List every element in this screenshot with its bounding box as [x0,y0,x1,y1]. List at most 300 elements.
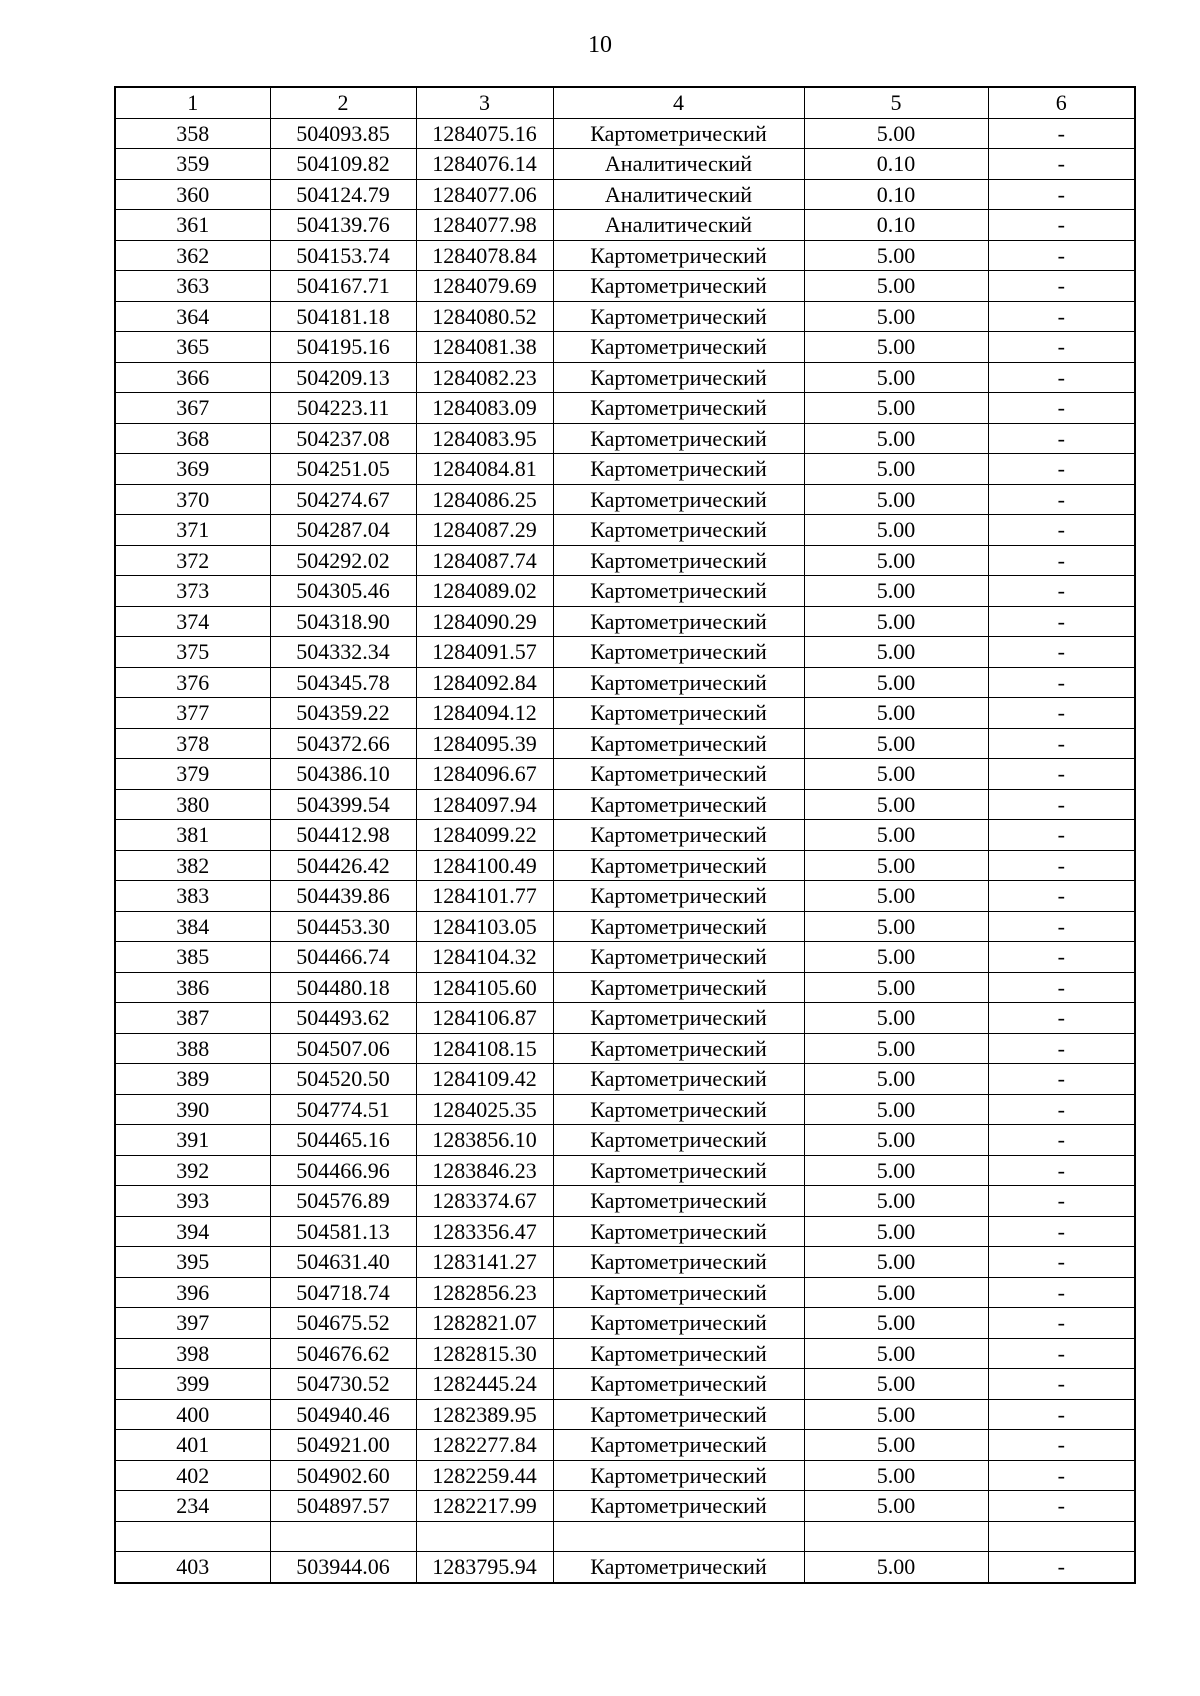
y-coordinate-cell: 1284101.77 [416,881,553,912]
x-coordinate-cell: 504109.82 [270,149,416,180]
point-number-cell: 388 [115,1033,270,1064]
accuracy-cell: 5.00 [804,545,988,576]
point-number-cell: 389 [115,1064,270,1095]
y-coordinate-cell: 1284082.23 [416,362,553,393]
x-coordinate-cell: 504139.76 [270,210,416,241]
y-coordinate-cell: 1282815.30 [416,1338,553,1369]
method-cell: Картометрический [553,1003,804,1034]
x-coordinate-cell: 504730.52 [270,1369,416,1400]
table-row [115,1308,1135,1339]
method-cell: Картометрический [553,1430,804,1461]
accuracy-cell: 0.10 [804,210,988,241]
method-cell: Картометрический [553,881,804,912]
method-cell: Картометрический [553,393,804,424]
note-cell: - [988,667,1135,698]
accuracy-cell: 5.00 [804,1338,988,1369]
note-cell: - [988,972,1135,1003]
accuracy-cell: 5.00 [804,1369,988,1400]
accuracy-cell: 5.00 [804,1491,988,1522]
point-number-cell: 391 [115,1125,270,1156]
y-coordinate-cell: 1284077.98 [416,210,553,241]
method-cell: Картометрический [553,1125,804,1156]
point-number-cell: 360 [115,179,270,210]
table-row [115,1491,1135,1522]
accuracy-cell: 5.00 [804,393,988,424]
note-cell: - [988,1369,1135,1400]
x-coordinate-cell: 504466.96 [270,1155,416,1186]
note-cell: - [988,1460,1135,1491]
y-coordinate-cell: 1284087.74 [416,545,553,576]
method-cell: Картометрический [553,759,804,790]
table-row [115,942,1135,973]
note-cell: - [988,1094,1135,1125]
point-number-cell: 365 [115,332,270,363]
accuracy-cell: 5.00 [804,1186,988,1217]
point-number-cell: 402 [115,1460,270,1491]
point-number-cell: 366 [115,362,270,393]
method-cell: Картометрический [553,576,804,607]
accuracy-cell: 5.00 [804,728,988,759]
accuracy-cell: 5.00 [804,1399,988,1430]
accuracy-cell: 5.00 [804,1552,988,1583]
y-coordinate-cell: 1283141.27 [416,1247,553,1278]
note-cell: - [988,1155,1135,1186]
table-row [115,1033,1135,1064]
note-cell: - [988,179,1135,210]
y-coordinate-cell: 1282259.44 [416,1460,553,1491]
table-header-row [115,87,1135,118]
table-row [115,1430,1135,1461]
point-number-cell: 381 [115,820,270,851]
accuracy-cell: 5.00 [804,1125,988,1156]
point-number-cell: 395 [115,1247,270,1278]
x-coordinate-cell: 504412.98 [270,820,416,851]
note-cell: - [988,301,1135,332]
point-number-cell: 398 [115,1338,270,1369]
x-coordinate-cell: 504237.08 [270,423,416,454]
point-number-cell: 382 [115,850,270,881]
table-row [115,820,1135,851]
x-coordinate-cell: 504181.18 [270,301,416,332]
method-cell: Картометрический [553,1399,804,1430]
accuracy-cell: 5.00 [804,484,988,515]
x-coordinate-cell: 504675.52 [270,1308,416,1339]
column-header: 1 [115,87,270,118]
point-number-cell: 369 [115,454,270,485]
x-coordinate-cell: 504465.16 [270,1125,416,1156]
method-cell: Картометрический [553,1338,804,1369]
note-cell: - [988,728,1135,759]
method-cell: Картометрический [553,271,804,302]
accuracy-cell: 5.00 [804,789,988,820]
accuracy-cell: 5.00 [804,271,988,302]
table-row [115,271,1135,302]
x-coordinate-cell: 503944.06 [270,1552,416,1583]
y-coordinate-cell: 1284100.49 [416,850,553,881]
method-cell: Картометрический [553,972,804,1003]
table-row [115,850,1135,881]
x-coordinate-cell: 504466.74 [270,942,416,973]
table-row [115,1186,1135,1217]
table-row [115,1460,1135,1491]
x-coordinate-cell: 504386.10 [270,759,416,790]
note-cell: - [988,1247,1135,1278]
accuracy-cell: 5.00 [804,820,988,851]
note-cell: - [988,362,1135,393]
x-coordinate-cell: 504292.02 [270,545,416,576]
note-cell: - [988,1064,1135,1095]
point-number-cell: 375 [115,637,270,668]
method-cell: Картометрический [553,1247,804,1278]
point-number-cell: 367 [115,393,270,424]
note-cell: - [988,789,1135,820]
point-number-cell: 396 [115,1277,270,1308]
method-cell: Картометрический [553,1155,804,1186]
point-number-cell: 373 [115,576,270,607]
table-row [115,1125,1135,1156]
x-coordinate-cell: 504251.05 [270,454,416,485]
table-row [115,393,1135,424]
note-cell: - [988,210,1135,241]
y-coordinate-cell: 1283374.67 [416,1186,553,1217]
y-coordinate-cell: 1284080.52 [416,301,553,332]
x-coordinate-cell: 504897.57 [270,1491,416,1522]
table-row [115,1247,1135,1278]
table-row [115,1277,1135,1308]
point-number-cell [115,1521,270,1552]
note-cell: - [988,149,1135,180]
table-row [115,789,1135,820]
note-cell: - [988,637,1135,668]
x-coordinate-cell: 504426.42 [270,850,416,881]
y-coordinate-cell: 1284076.14 [416,149,553,180]
table-row [115,149,1135,180]
method-cell: Картометрический [553,1369,804,1400]
point-number-cell: 401 [115,1430,270,1461]
table-row [115,423,1135,454]
accuracy-cell: 5.00 [804,850,988,881]
table-row [115,881,1135,912]
point-number-cell: 364 [115,301,270,332]
method-cell: Картометрический [553,240,804,271]
table-row [115,1369,1135,1400]
y-coordinate-cell: 1284087.29 [416,515,553,546]
y-coordinate-cell: 1282389.95 [416,1399,553,1430]
x-coordinate-cell: 504318.90 [270,606,416,637]
note-cell: - [988,1125,1135,1156]
method-cell: Картометрический [553,332,804,363]
point-number-cell: 392 [115,1155,270,1186]
method-cell: Картометрический [553,515,804,546]
point-number-cell: 362 [115,240,270,271]
y-coordinate-cell: 1283846.23 [416,1155,553,1186]
x-coordinate-cell: 504209.13 [270,362,416,393]
note-cell: - [988,576,1135,607]
column-header: 6 [988,87,1135,118]
x-coordinate-cell [270,1521,416,1552]
method-cell: Картометрический [553,1064,804,1095]
point-number-cell: 379 [115,759,270,790]
table-row [115,545,1135,576]
x-coordinate-cell: 504287.04 [270,515,416,546]
point-number-cell: 393 [115,1186,270,1217]
accuracy-cell: 5.00 [804,423,988,454]
x-coordinate-cell: 504223.11 [270,393,416,424]
note-cell [988,1521,1135,1552]
table-row [115,179,1135,210]
x-coordinate-cell: 504902.60 [270,1460,416,1491]
accuracy-cell [804,1521,988,1552]
table-row [115,972,1135,1003]
note-cell: - [988,881,1135,912]
y-coordinate-cell: 1284094.12 [416,698,553,729]
accuracy-cell: 5.00 [804,911,988,942]
method-cell: Картометрический [553,789,804,820]
point-number-cell: 374 [115,606,270,637]
point-number-cell: 403 [115,1552,270,1583]
x-coordinate-cell: 504124.79 [270,179,416,210]
column-header: 5 [804,87,988,118]
coordinates-table [114,86,1136,1584]
y-coordinate-cell: 1284084.81 [416,454,553,485]
table-row [115,1094,1135,1125]
point-number-cell: 400 [115,1399,270,1430]
y-coordinate-cell: 1283356.47 [416,1216,553,1247]
table-row [115,1216,1135,1247]
note-cell: - [988,545,1135,576]
column-header: 3 [416,87,553,118]
y-coordinate-cell: 1284104.32 [416,942,553,973]
note-cell: - [988,1216,1135,1247]
x-coordinate-cell: 504940.46 [270,1399,416,1430]
table-row [115,515,1135,546]
method-cell [553,1521,804,1552]
x-coordinate-cell: 504581.13 [270,1216,416,1247]
note-cell: - [988,271,1135,302]
table-body [115,118,1135,1583]
method-cell: Картометрический [553,1308,804,1339]
table-row [115,1064,1135,1095]
note-cell: - [988,820,1135,851]
point-number-cell: 371 [115,515,270,546]
y-coordinate-cell: 1284086.25 [416,484,553,515]
point-number-cell: 387 [115,1003,270,1034]
note-cell: - [988,1399,1135,1430]
y-coordinate-cell: 1284108.15 [416,1033,553,1064]
note-cell: - [988,759,1135,790]
method-cell: Картометрический [553,454,804,485]
x-coordinate-cell: 504453.30 [270,911,416,942]
column-header: 4 [553,87,804,118]
accuracy-cell: 5.00 [804,515,988,546]
x-coordinate-cell: 504359.22 [270,698,416,729]
y-coordinate-cell [416,1521,553,1552]
note-cell: - [988,942,1135,973]
x-coordinate-cell: 504439.86 [270,881,416,912]
method-cell: Картометрический [553,1186,804,1217]
accuracy-cell: 0.10 [804,179,988,210]
method-cell: Картометрический [553,1094,804,1125]
note-cell: - [988,1003,1135,1034]
accuracy-cell: 5.00 [804,698,988,729]
x-coordinate-cell: 504676.62 [270,1338,416,1369]
method-cell: Картометрический [553,1460,804,1491]
table-row [115,1399,1135,1430]
x-coordinate-cell: 504631.40 [270,1247,416,1278]
method-cell: Картометрический [553,911,804,942]
table-row [115,1552,1135,1583]
x-coordinate-cell: 504332.34 [270,637,416,668]
method-cell: Картометрический [553,362,804,393]
point-number-cell: 378 [115,728,270,759]
method-cell: Картометрический [553,698,804,729]
point-number-cell: 372 [115,545,270,576]
accuracy-cell: 5.00 [804,362,988,393]
x-coordinate-cell: 504480.18 [270,972,416,1003]
point-number-cell: 390 [115,1094,270,1125]
method-cell: Картометрический [553,637,804,668]
y-coordinate-cell: 1284095.39 [416,728,553,759]
y-coordinate-cell: 1284105.60 [416,972,553,1003]
method-cell: Картометрический [553,545,804,576]
point-number-cell: 363 [115,271,270,302]
method-cell: Картометрический [553,850,804,881]
table-row [115,759,1135,790]
method-cell: Аналитический [553,179,804,210]
y-coordinate-cell: 1284089.02 [416,576,553,607]
point-number-cell: 358 [115,118,270,149]
accuracy-cell: 5.00 [804,1308,988,1339]
point-number-cell: 376 [115,667,270,698]
y-coordinate-cell: 1282445.24 [416,1369,553,1400]
method-cell: Картометрический [553,728,804,759]
accuracy-cell: 5.00 [804,301,988,332]
accuracy-cell: 5.00 [804,942,988,973]
note-cell: - [988,1552,1135,1583]
y-coordinate-cell: 1284091.57 [416,637,553,668]
table-row [115,606,1135,637]
table-row [115,1003,1135,1034]
point-number-cell: 377 [115,698,270,729]
x-coordinate-cell: 504372.66 [270,728,416,759]
accuracy-cell: 5.00 [804,667,988,698]
method-cell: Картометрический [553,301,804,332]
y-coordinate-cell: 1283856.10 [416,1125,553,1156]
y-coordinate-cell: 1284096.67 [416,759,553,790]
accuracy-cell: 5.00 [804,1277,988,1308]
accuracy-cell: 5.00 [804,881,988,912]
point-number-cell: 380 [115,789,270,820]
accuracy-cell: 5.00 [804,759,988,790]
method-cell: Картометрический [553,667,804,698]
table-row [115,1155,1135,1186]
note-cell: - [988,484,1135,515]
y-coordinate-cell: 1284097.94 [416,789,553,820]
accuracy-cell: 5.00 [804,576,988,607]
point-number-cell: 394 [115,1216,270,1247]
note-cell: - [988,393,1135,424]
note-cell: - [988,1338,1135,1369]
x-coordinate-cell: 504774.51 [270,1094,416,1125]
table-row [115,698,1135,729]
method-cell: Картометрический [553,1552,804,1583]
point-number-cell: 385 [115,942,270,973]
method-cell: Картометрический [553,118,804,149]
accuracy-cell: 5.00 [804,1216,988,1247]
accuracy-cell: 5.00 [804,454,988,485]
accuracy-cell: 5.00 [804,118,988,149]
y-coordinate-cell: 1284078.84 [416,240,553,271]
y-coordinate-cell: 1284106.87 [416,1003,553,1034]
point-number-cell: 383 [115,881,270,912]
note-cell: - [988,911,1135,942]
x-coordinate-cell: 504345.78 [270,667,416,698]
method-cell: Картометрический [553,484,804,515]
y-coordinate-cell: 1284079.69 [416,271,553,302]
table-row [115,576,1135,607]
x-coordinate-cell: 504493.62 [270,1003,416,1034]
accuracy-cell: 5.00 [804,637,988,668]
note-cell: - [988,1308,1135,1339]
y-coordinate-cell: 1284077.06 [416,179,553,210]
y-coordinate-cell: 1282856.23 [416,1277,553,1308]
point-number-cell: 359 [115,149,270,180]
table-row [115,454,1135,485]
point-number-cell: 368 [115,423,270,454]
note-cell: - [988,454,1135,485]
y-coordinate-cell: 1282277.84 [416,1430,553,1461]
y-coordinate-cell: 1282217.99 [416,1491,553,1522]
x-coordinate-cell: 504520.50 [270,1064,416,1095]
y-coordinate-cell: 1284081.38 [416,332,553,363]
accuracy-cell: 0.10 [804,149,988,180]
accuracy-cell: 5.00 [804,240,988,271]
page-number: 10 [588,32,612,58]
table-row [115,637,1135,668]
x-coordinate-cell: 504305.46 [270,576,416,607]
accuracy-cell: 5.00 [804,1064,988,1095]
note-cell: - [988,423,1135,454]
y-coordinate-cell: 1284083.95 [416,423,553,454]
note-cell: - [988,698,1135,729]
point-number-cell: 234 [115,1491,270,1522]
y-coordinate-cell: 1284025.35 [416,1094,553,1125]
method-cell: Аналитический [553,149,804,180]
method-cell: Картометрический [553,942,804,973]
point-number-cell: 361 [115,210,270,241]
table-row [115,1338,1135,1369]
y-coordinate-cell: 1284092.84 [416,667,553,698]
accuracy-cell: 5.00 [804,1033,988,1064]
x-coordinate-cell: 504195.16 [270,332,416,363]
x-coordinate-cell: 504507.06 [270,1033,416,1064]
note-cell: - [988,515,1135,546]
x-coordinate-cell: 504093.85 [270,118,416,149]
accuracy-cell: 5.00 [804,1094,988,1125]
y-coordinate-cell: 1283795.94 [416,1552,553,1583]
x-coordinate-cell: 504153.74 [270,240,416,271]
x-coordinate-cell: 504167.71 [270,271,416,302]
accuracy-cell: 5.00 [804,606,988,637]
y-coordinate-cell: 1284083.09 [416,393,553,424]
table-row [115,728,1135,759]
y-coordinate-cell: 1284103.05 [416,911,553,942]
method-cell: Картометрический [553,1491,804,1522]
point-number-cell: 386 [115,972,270,1003]
note-cell: - [988,1186,1135,1217]
note-cell: - [988,240,1135,271]
table-row [115,332,1135,363]
